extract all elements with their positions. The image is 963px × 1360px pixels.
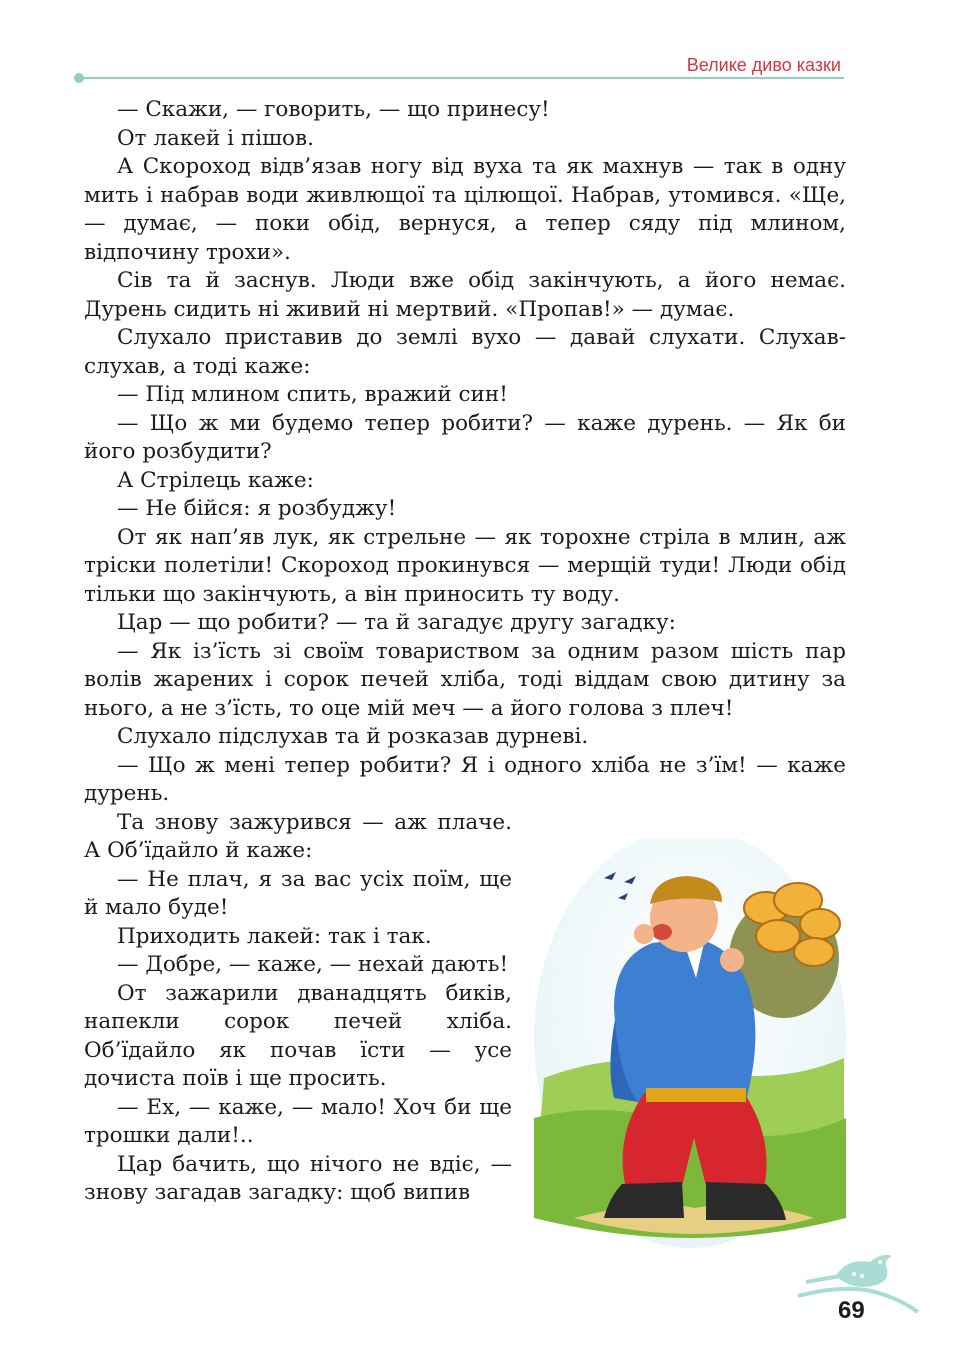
paragraph: — Що ж ми будемо тепер робити? — каже дурень. — Як би його розбудити? [84,410,846,464]
paragraph: — Не бійся: я розбуджу! [117,496,397,521]
paragraph: — Що ж мені тепер робити? Я і одного хліба не з’їм! — каже дурень. [84,752,846,806]
paragraph: От лакей і пішов. [117,125,314,151]
paragraph: — Ех, — каже, — мало! Хоч би ще трошки дали!.. [84,1094,512,1148]
paragraph: — Під млином спить, вражий син! [117,382,508,407]
header-rule [78,77,844,79]
narrow-column [84,809,512,1208]
paragraph: Сів та й заснув. Люди вже обід закінчують, а його немає. Дурень сидить ні живий ні мертвий. «Пропав!» — думає. [84,268,846,322]
paragraph: Та знову зажурився — аж плаче. А Об’їдайло й каже: [84,809,512,863]
paragraph: Цар — що робити? — та й загадує другу загадку: [117,610,676,635]
paragraph: А Стрілець каже: [117,467,314,493]
paragraph: — Не плач, я за вас усіх поїм, ще й мало буде! [84,866,512,920]
paragraph: От як нап’яв лук, як стрельне — як торохне стріла в млин, аж тріски полетіли! Скороход прокинувся — мерщій туди! Люди обід тільки що закінчують, а він приносить ту воду. [84,524,846,607]
running-header-title: Велике диво казки [686,55,841,75]
paragraph: Цар бачить, що нічого не вдіє, — знову загадав загадку: щоб випив [84,1151,512,1205]
paragraph: Приходить лакей: так і так. [117,923,432,949]
illustration-obidailo [534,838,846,1250]
paragraph: Слухало підслухав та й розказав дурневі. [117,724,589,749]
paragraph: — Скажи, — говорить, — що принесу! [117,97,550,122]
paragraph: От зажарили дванадцять биків, напекли сорок печей хліба. Об’їдайло як почав їсти — усе дочиста поїв і ще просить. [84,980,512,1091]
paragraph: А Скороход відв’язав ногу від вуха та як махнув — так в одну мить і набрав води живлющої та цілющої. Набрав, утомився. «Ще, — думає, — поки обід, вернуся, а тепер сяду під млином, відпочину трохи». [84,154,846,265]
paragraph: Слухало приставив до землі вухо — давай слухати. Слухав-слухав, а тоді каже: [84,325,846,379]
paragraph: — Добре, — каже, — нехай дають! [117,952,509,977]
paragraph: — Як із’їсть зі своїм товариством за одним разом шість пар волів жарених і сорок печей хліба, тоді віддам свою дитину за нього, а не з’їсть, то оце мій меч — а його голова з плеч! [84,638,846,721]
page-number: 69 [838,1297,865,1324]
